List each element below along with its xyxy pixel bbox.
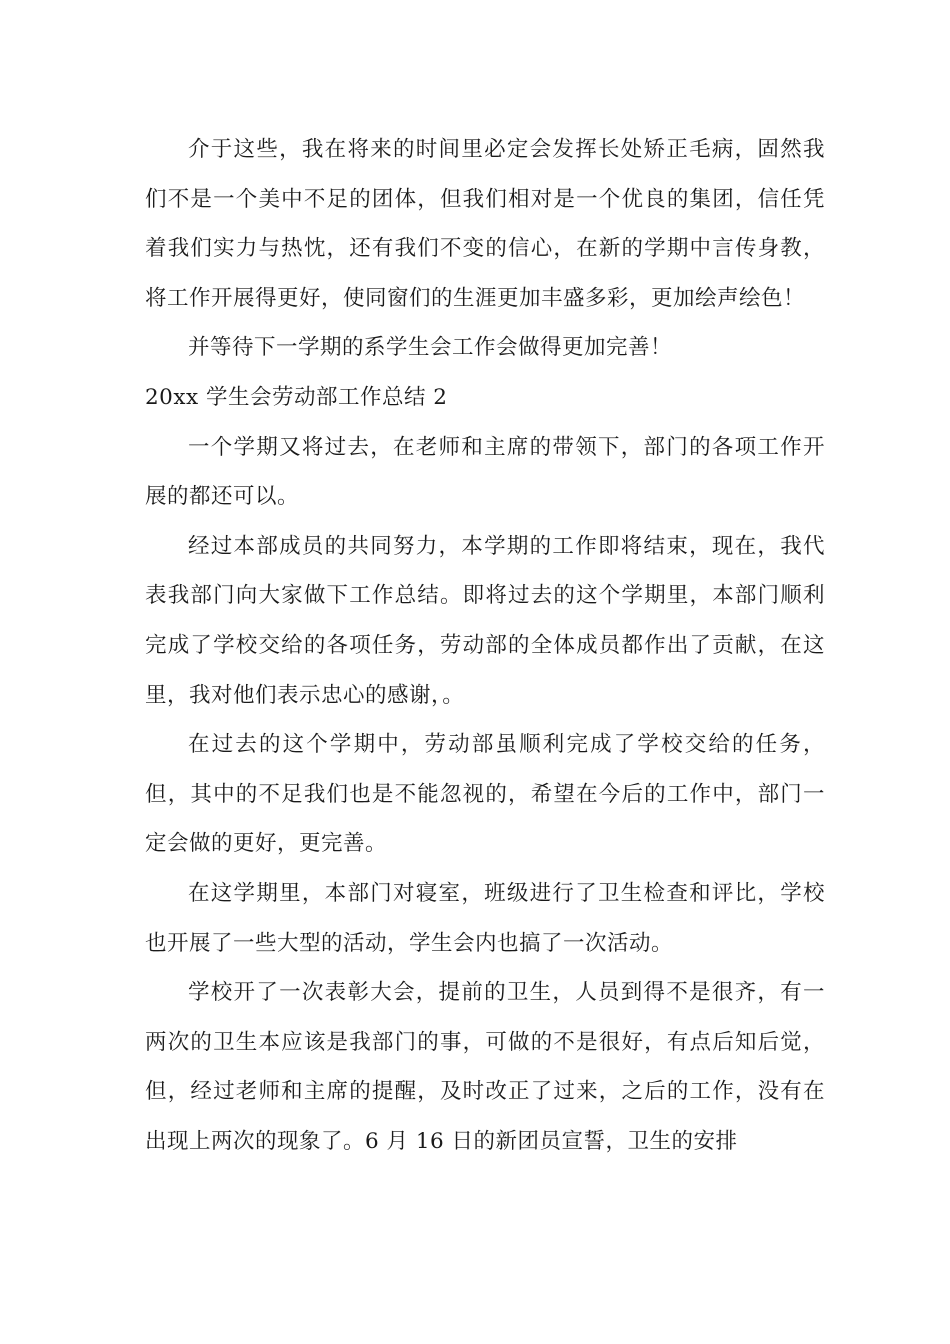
- paragraph-intro: 一个学期又将过去，在老师和主席的带领下，部门的各项工作开展的都还可以。: [145, 434, 825, 510]
- paragraph-inspections: 在这学期里，本部门对寝室，班级进行了卫生检查和评比，学校也开展了一些大型的活动，学生会内也搞了一次活动。: [145, 880, 825, 956]
- paragraph-expectation: 并等待下一学期的系学生会工作会做得更加完善！: [188, 335, 673, 361]
- section-title: 20xx 学生会劳动部工作总结 2: [145, 384, 448, 410]
- paragraph-events: 学校开了一次表彰大会，提前的卫生，人员到得不是很齐，有一两次的卫生本应该是我部门的事，可做的不是很好，有点后知后觉，但，经过老师和主席的提醒，及时改正了过来，之后的工作，没有在出现上两次的现象了。6 月 16 日的新团员宣誓，卫生的安排: [145, 980, 825, 1154]
- paragraph-summary: 经过本部成员的共同努力，本学期的工作即将结束，现在，我代表我部门向大家做下工作总结。即将过去的这个学期里，本部门顺利完成了学校交给的各项任务，劳动部的全体成员都作出了贡献，在这里，我对他们表示忠心的感谢，。: [145, 533, 825, 708]
- paragraph-conclusion: 介于这些，我在将来的时间里必定会发挥长处矫正毛病，固然我们不是一个美中不足的团体，但我们相对是一个优良的集团，信任凭着我们实力与热忱，还有我们不变的信心，在新的学期中言传身教，将工作开展得更好，使同窗们的生涯更加丰盛多彩，更加绘声绘色！: [145, 137, 825, 311]
- document-body: [145, 125, 825, 1166]
- paragraph-shortcomings: 在过去的这个学期中，劳动部虽顺利完成了学校交给的任务，但，其中的不足我们也是不能忽视的，希望在今后的工作中，部门一定会做的更好，更完善。: [145, 732, 825, 857]
